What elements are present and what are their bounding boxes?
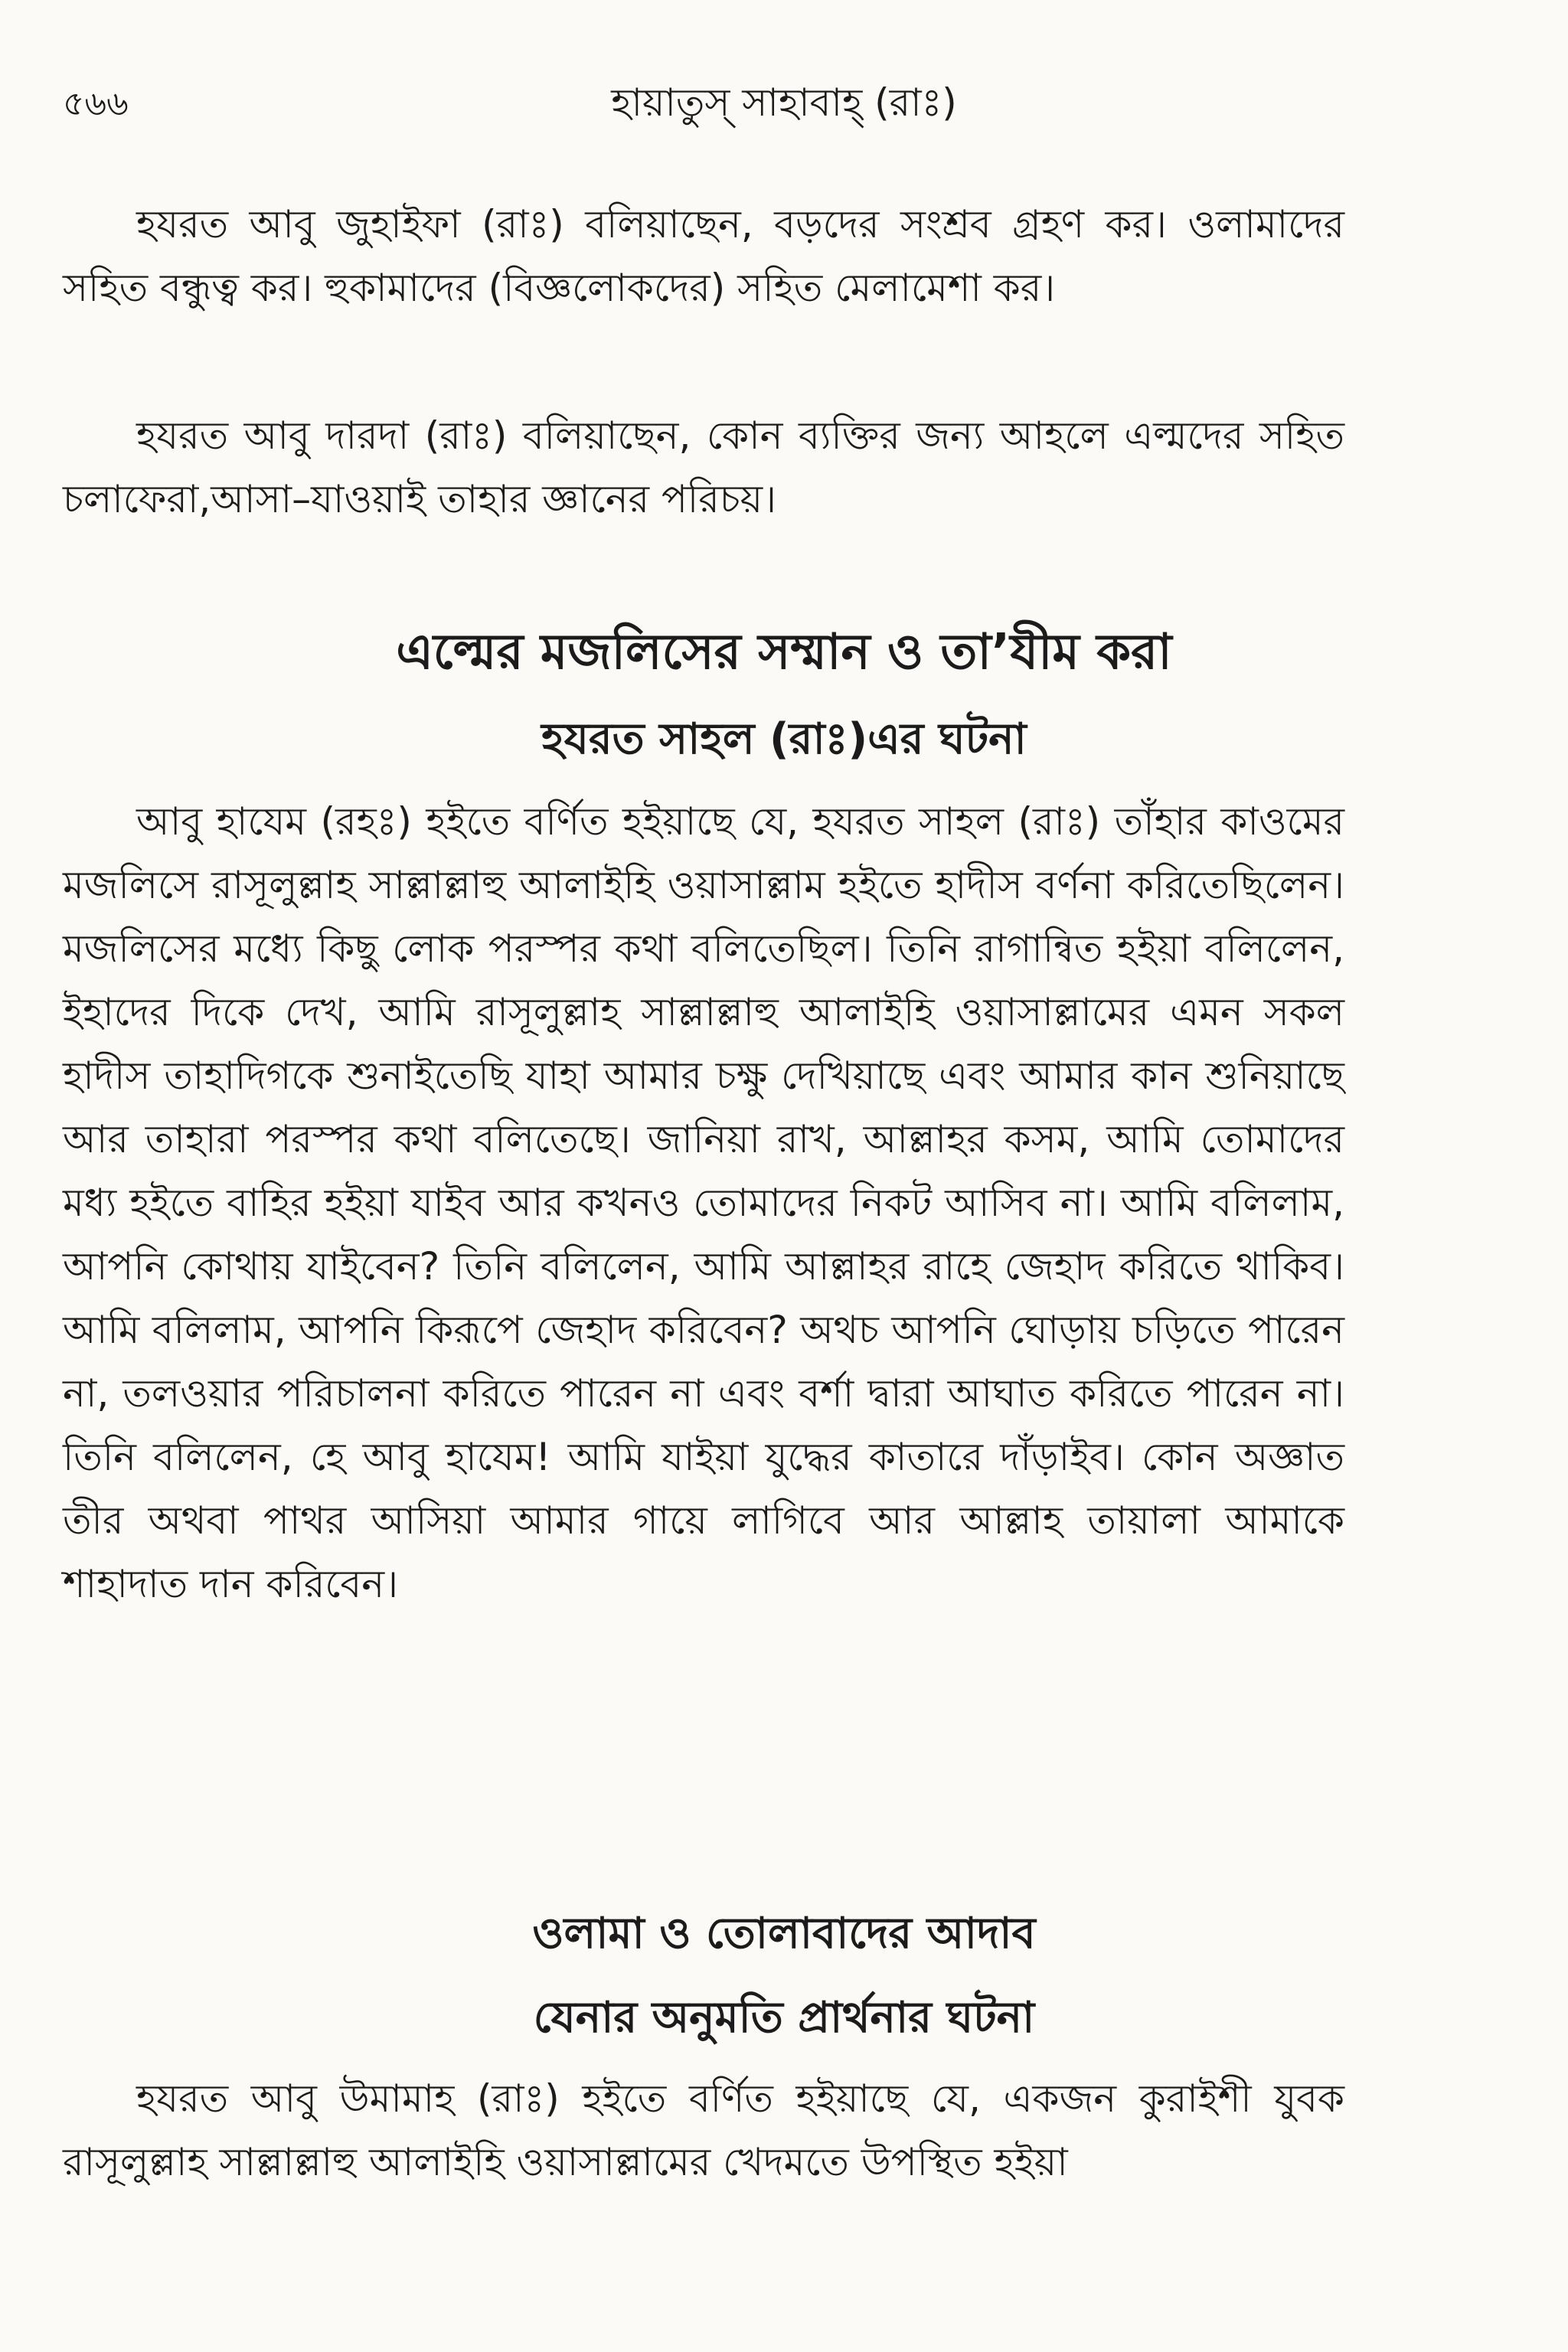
running-header-title: হায়াতুস্ সাহাবাহ্ (রাঃ) <box>611 80 957 125</box>
paragraph-abu-umamah: হযরত আবু উমামাহ (রাঃ) হইতে বর্ণিত হইয়াছে যে, একজন কুরাইশী যুবক রাসূলুল্লাহ সাল্লাল্লাহু আলাইহি ওয়াসাল্লামের খেদমতে উপস্থিত হইয়া <box>63 2076 1344 2184</box>
page-number: ৫৬৬ <box>63 84 129 123</box>
paragraph-abu-juhaifa: হযরত আবু জুহাইফা (রাঃ) বলিয়াছেন, বড়দের সংশ্রব গ্রহণ কর। ওলামাদের সহিত বন্ধুত্ব কর। হুকামাদের (বিজ্ঞলোকদের) সহিত মেলামেশা কর। <box>63 202 1344 310</box>
paragraph-abu-darda: হযরত আবু দারদা (রাঃ) বলিয়াছেন, কোন ব্যক্তির জন্য আহলে এল্মদের সহিত চলাফেরা,আসা–যাওয়াই তাহার জ্ঞানের পরিচয়। <box>63 413 1344 521</box>
section-subheading-sahl: হযরত সাহল (রাঃ)এর ঘটনা <box>541 714 1027 764</box>
paragraph-abu-hazem-story: আবু হাযেম (রহঃ) হইতে বর্ণিত হইয়াছে যে, হযরত সাহল (রাঃ) তাঁহার কাওমের মজলিসে রাসূলুল্লাহ সাল্লাল্লাহু আলাইহি ওয়াসাল্লাম হইতে হাদীস বর্ণনা করিতেছিলেন। মজলিসের মধ্যে কিছু লোক পরস্পর কথা বলিতেছিল। তিনি রাগান্বিত হইয়া বলিলেন, ইহাদের দিকে দেখ, আমি রাসূলুল্লাহ সাল্লাল্লাহু আলাইহি ওয়াসাল্লামের এমন সকল হাদীস তাহাদিগকে শুনাইতেছি যাহা আমার চক্ষু দেখিয়াছে এবং আমার কান শুনিয়াছে আর তাহারা পরস্পর কথা বলিতেছে। জানিয়া রাখ, আল্লাহর কসম, আমি তোমাদের মধ্য হইতে বাহির হইয়া যাইব আর কখনও তোমাদের নিকট আসিব না। আমি বলিলাম, আপনি কোথায় যাইবেন? তিনি বলিলেন, আমি আল্লাহর রাহে জেহাদ করিতে থাকিব। আমি বলিলাম, আপনি কিরূপে জেহাদ করিবেন? অথচ আপনি ঘোড়ায় চড়িতে পারেন না, তলওয়ার পরিচালনা করিতে পারেন না এবং বর্শা দ্বারা আঘাত করিতে পারেন না। তিনি বলিলেন, হে আবু হাযেম! আমি যাইয়া যুদ্ধের কাতারে দাঁড়াইব। কোন অজ্ঞাত তীর অথবা পাথর আসিয়া আমার গায়ে লাগিবে আর আল্লাহ তায়ালা আমাকে শাহাদাত দান করিবেন। <box>63 799 1344 1606</box>
section-subheading-permission: যেনার অনুমতি প্রার্থনার ঘটনা <box>533 1993 1035 2043</box>
section-heading-majlis: এল্মের মজলিসের সম্মান ও তা’যীম করা <box>396 624 1172 681</box>
section-heading-adab: ওলামা ও তোলাবাদের আদাব <box>532 1909 1036 1958</box>
